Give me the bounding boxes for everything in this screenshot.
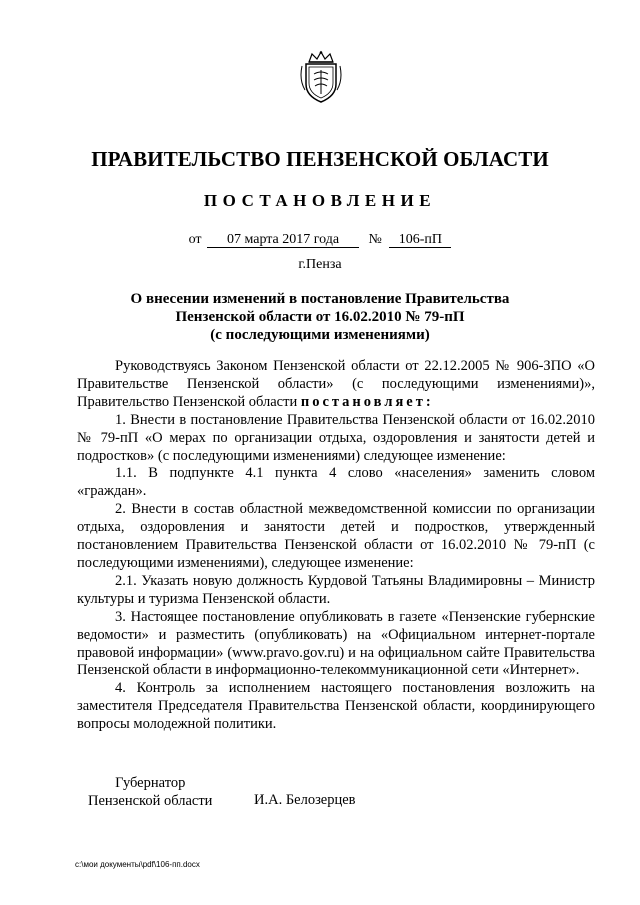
intro-text: Руководствуясь Законом Пензенской области от 22.12.2005 № 906-ЗПО «О Правительстве Пензенской области» (с последующими изменениями)», Правительство Пензенской области [77,358,595,410]
subject-line: (с последующими изменениями) [210,327,430,343]
subject-line: Пензенской области от 16.02.2010 № 79-пП [175,309,465,325]
document-type: ПОСТАНОВЛЕНИЕ [203,191,437,210]
intro-paragraph [77,358,595,412]
paragraph-2: 2. Внести в состав областной межведомственной комиссии по организации отдыха, оздоровления и занятости детей и подростков, утвержденный постановлением Правительства Пензенской области от 16.02.2010 № 79-пП (с последующими изменениями), следующее изменение: [77,501,595,571]
document-date: 07 марта 2017 года [207,232,359,248]
subject-line: О внесении изменений в постановление Правительства [130,291,510,307]
document-body [77,358,595,734]
number-prefix: № [368,232,382,247]
paragraph-4: 4. Контроль за исполнением настоящего постановления возложить на заместителя Председателя Правительства Пензенской области, координирующего вопросы молодежной политики. [77,680,595,733]
paragraph-2-1: 2.1. Указать новую должность Курдовой Татьяны Владимировны – Министр культуры и туризма Пензенской области. [77,572,595,607]
coat-of-arms-emblem [299,50,343,104]
paragraph-3: 3. Настоящее постановление опубликовать в газете «Пензенские губернские ведомости» и разместить (опубликовать) на «Официальном интернет-портале правовой информации» (www.pravo.gov.ru) и на официальном сайте Правительства Пензенской области в информационно-телекоммуникационной сети «Интернет». [77,608,595,679]
paragraph-1-1: 1.1. В подпункте 4.1 пункта 4 слово «населения» заменить словом «граждан». [77,465,595,500]
document-city: г.Пенза [298,257,342,272]
signatory-title-line: Пензенской области [88,793,213,809]
signatory-name: И.А. Белозерцев [254,792,356,808]
resolves-keyword: постановляет: [300,393,434,410]
document-number: 106-пП [389,232,451,248]
document-subject [80,290,560,344]
file-path-footer: c:\мои документы\pdf\106-пп.docx [75,860,200,869]
government-title: ПРАВИТЕЛЬСТВО ПЕНЗЕНСКОЙ ОБЛАСТИ [91,147,549,171]
document-dateline [0,232,640,248]
paragraph-1: 1. Внести в постановление Правительства Пензенской области от 16.02.2010 № 79-пП «О мерах по организации отдыха, оздоровления и занятости детей и подростков» (с последующими изменениями) следующее изменение: [77,411,595,464]
signatory-title [88,774,212,810]
signatory-title-line: Губернатор [115,775,186,791]
date-prefix: от [188,232,202,247]
